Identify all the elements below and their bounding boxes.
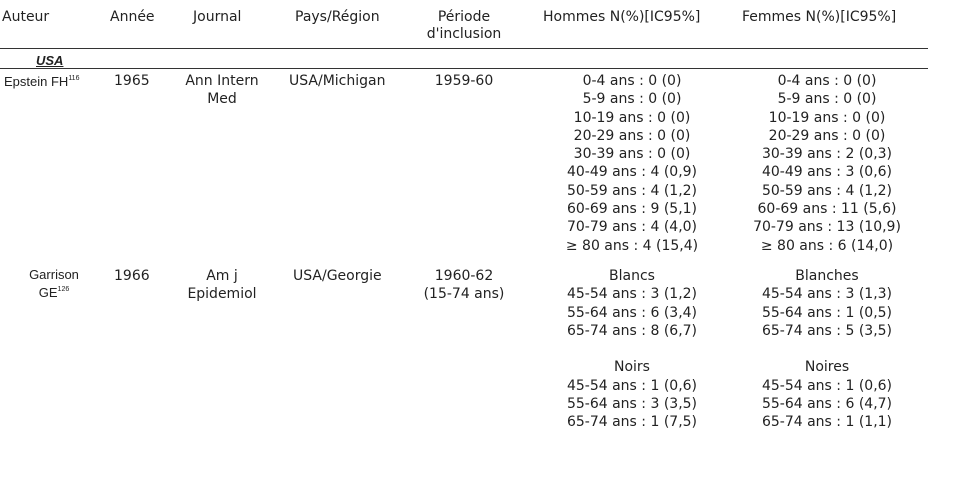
row-2-femmes-line: 55-64 ans : 6 (4,7) xyxy=(761,396,893,413)
header-auteur: Auteur xyxy=(2,9,50,25)
header-periode-line-2: d'inclusion xyxy=(426,26,502,42)
row-2-pays: USA/Georgie xyxy=(293,268,382,284)
header-periode-line-1: Période xyxy=(437,9,491,25)
row-1-hommes xyxy=(540,72,724,255)
row-1-femmes-line: 40-49 ans : 3 (0,6) xyxy=(761,164,893,181)
row-2-journal-line-1: Am j xyxy=(206,268,238,284)
row-2-journal xyxy=(167,267,277,304)
header-rule xyxy=(0,48,928,49)
row-2-femmes-line: Blanches xyxy=(795,268,859,284)
row-1-hommes-line: 50-59 ans : 4 (1,2) xyxy=(566,182,698,199)
row-2-journal-line-2: Epidemiol xyxy=(187,286,257,303)
row-1-femmes-line: ≥ 80 ans : 6 (14,0) xyxy=(760,237,894,254)
row-2-auteur-initials: GE xyxy=(38,285,58,300)
row-2-annee: 1966 xyxy=(114,268,150,284)
row-1-journal-line-1: Ann Intern xyxy=(185,73,259,89)
row-2-femmes-line xyxy=(735,340,919,358)
header-hommes: Hommes N(%)[IC95%] xyxy=(543,9,701,25)
row-1-hommes-line: 5-9 ans : 0 (0) xyxy=(582,91,682,108)
row-1-journal xyxy=(167,72,277,109)
row-1-ref: 116 xyxy=(68,75,80,82)
row-2-hommes-line: 65-74 ans : 8 (6,7) xyxy=(566,322,698,339)
row-1-hommes-line: 40-49 ans : 4 (0,9) xyxy=(566,164,698,181)
row-1-femmes-line: 0-4 ans : 0 (0) xyxy=(777,73,877,89)
row-1-journal-line-2: Med xyxy=(207,91,237,108)
row-2-auteur-line-2 xyxy=(10,282,98,300)
row-1-femmes xyxy=(735,72,919,255)
row-2-femmes-line: 65-74 ans : 1 (1,1) xyxy=(761,414,893,431)
row-2-femmes-line: Noires xyxy=(804,359,850,376)
row-2-hommes xyxy=(540,267,724,432)
header-annee: Année xyxy=(110,9,155,25)
header-periode xyxy=(408,9,520,43)
section-rule xyxy=(0,68,928,69)
row-1-hommes-line: 70-79 ans : 4 (4,0) xyxy=(566,219,698,236)
row-2-ref: 126 xyxy=(57,286,70,293)
row-1-hommes-line: 0-4 ans : 0 (0) xyxy=(582,73,682,89)
row-1-periode: 1959-60 xyxy=(434,73,494,89)
row-2-periode-line-1: 1960-62 xyxy=(434,268,494,284)
section-title: USA xyxy=(36,53,64,68)
row-2-hommes-line: Noirs xyxy=(614,359,650,376)
header-femmes: Femmes N(%)[IC95%] xyxy=(742,9,897,25)
row-1-hommes-line: ≥ 80 ans : 4 (15,4) xyxy=(565,237,699,254)
row-2-periode xyxy=(408,267,520,304)
row-2-periode-line-2: (15-74 ans) xyxy=(423,286,505,303)
header-pays: Pays/Région xyxy=(295,9,380,25)
row-1-femmes-line: 10-19 ans : 0 (0) xyxy=(768,109,886,126)
row-2-auteur-line-1: Garrison xyxy=(29,267,79,282)
row-2-femmes-line: 55-64 ans : 1 (0,5) xyxy=(761,304,893,321)
row-1-auteur xyxy=(4,71,79,90)
row-1-auteur-name: Epstein FH xyxy=(4,74,69,89)
row-1-femmes-line: 5-9 ans : 0 (0) xyxy=(777,91,877,108)
row-1-femmes-line: 20-29 ans : 0 (0) xyxy=(768,127,886,144)
header-journal: Journal xyxy=(193,9,242,25)
row-1-femmes-line: 50-59 ans : 4 (1,2) xyxy=(761,182,893,199)
row-2-auteur xyxy=(10,267,98,300)
row-2-femmes-line: 45-54 ans : 3 (1,3) xyxy=(761,286,893,303)
row-2-hommes-line: 45-54 ans : 1 (0,6) xyxy=(566,377,698,394)
row-1-hommes-line: 20-29 ans : 0 (0) xyxy=(573,127,691,144)
row-1-femmes-line: 30-39 ans : 2 (0,3) xyxy=(761,146,893,163)
row-1-hommes-line: 30-39 ans : 0 (0) xyxy=(573,146,691,163)
row-1-femmes-line: 70-79 ans : 13 (10,9) xyxy=(753,219,901,236)
row-1-annee: 1965 xyxy=(114,73,150,89)
row-2-hommes-line xyxy=(540,340,724,358)
row-2-hommes-line: 55-64 ans : 3 (3,5) xyxy=(566,396,698,413)
row-1-pays: USA/Michigan xyxy=(289,73,386,89)
row-2-femmes xyxy=(735,267,919,432)
row-2-hommes-line: 55-64 ans : 6 (3,4) xyxy=(566,304,698,321)
row-2-hommes-line: Blancs xyxy=(609,268,655,284)
row-2-hommes-line: 45-54 ans : 3 (1,2) xyxy=(566,286,698,303)
row-1-hommes-line: 10-19 ans : 0 (0) xyxy=(573,109,691,126)
row-2-hommes-line: 65-74 ans : 1 (7,5) xyxy=(566,414,698,431)
row-1-hommes-line: 60-69 ans : 9 (5,1) xyxy=(566,201,698,218)
row-1-femmes-line: 60-69 ans : 11 (5,6) xyxy=(757,201,897,218)
row-2-femmes-line: 45-54 ans : 1 (0,6) xyxy=(761,377,893,394)
row-2-femmes-line: 65-74 ans : 5 (3,5) xyxy=(761,322,893,339)
